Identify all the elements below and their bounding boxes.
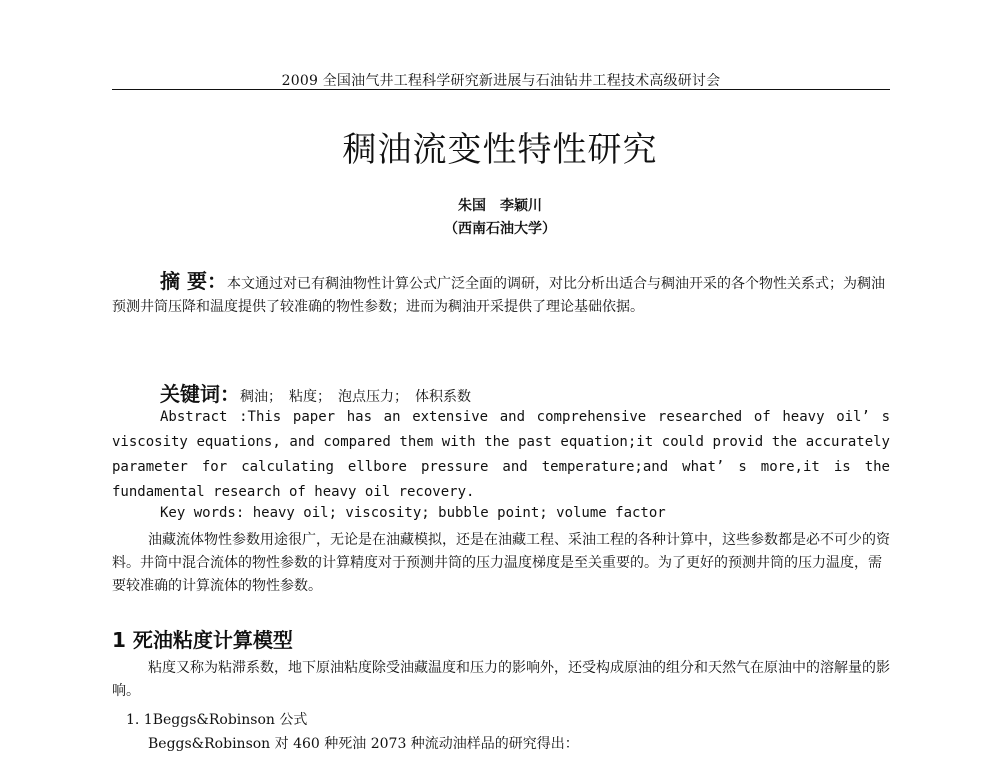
keywords-cn: [160, 378, 471, 407]
abstract-label: 摘 要：: [160, 269, 227, 293]
abstract-en: Abstract :This paper has an extensive and comprehensive researched of heavy oil’ s viscosity equations, and compared them with the past equation;it could provid the accurately parameter for calculating ellbore pressure and temperature;and what’ s more,it is the fundamental research of heavy oil recovery.: [112, 409, 890, 500]
abstract-cn: [112, 270, 890, 319]
keywords-en: Key words: heavy oil; viscosity; bubble point; volume factor: [160, 505, 666, 521]
affiliation: （西南石油大学）: [444, 221, 556, 237]
keywords-cn-text: 稠油； 粘度； 泡点压力； 体积系数: [240, 389, 471, 405]
authors: 朱国 李颖川: [458, 198, 542, 214]
header-rule: [112, 89, 890, 90]
paper-title: 稠油流变性特性研究: [342, 130, 658, 170]
section-1-body: 粘度又称为粘滞系数，地下原油粘度除受油藏温度和压力的影响外，还受构成原油的组分和天然气在原油中的溶解量的影响。: [112, 660, 890, 699]
conference-header: 2009 全国油气井工程科学研究新进展与石油钻井工程技术高级研讨会: [281, 73, 721, 89]
intro-paragraph: 油藏流体物性参数用途很广，无论是在油藏模拟，还是在油藏工程、采油工程的各种计算中，这些参数都是必不可少的资料。井筒中混合流体的物性参数的计算精度对于预测井筒的压力温度梯度是至关重要的。为了更好的预测井筒的压力温度，需要较准确的计算流体的物性参数。: [112, 532, 890, 594]
subsection-1-1-text: Beggs&Robinson 对 460 种死油 2073 种流动油样品的研究得出：: [148, 736, 579, 752]
abstract-cn-text: 本文通过对已有稠油物性计算公式广泛全面的调研，对比分析出适合与稠油开采的各个物性关系式；为稠油预测井筒压降和温度提供了较准确的物性参数；进而为稠油开采提供了理论基础依据。: [112, 276, 885, 315]
section-1-title: 1 死油粘度计算模型: [112, 628, 293, 652]
subsection-1-1-heading: 1. 1Beggs&Robinson 公式: [126, 712, 308, 728]
keywords-label: 关键词：: [160, 382, 240, 406]
